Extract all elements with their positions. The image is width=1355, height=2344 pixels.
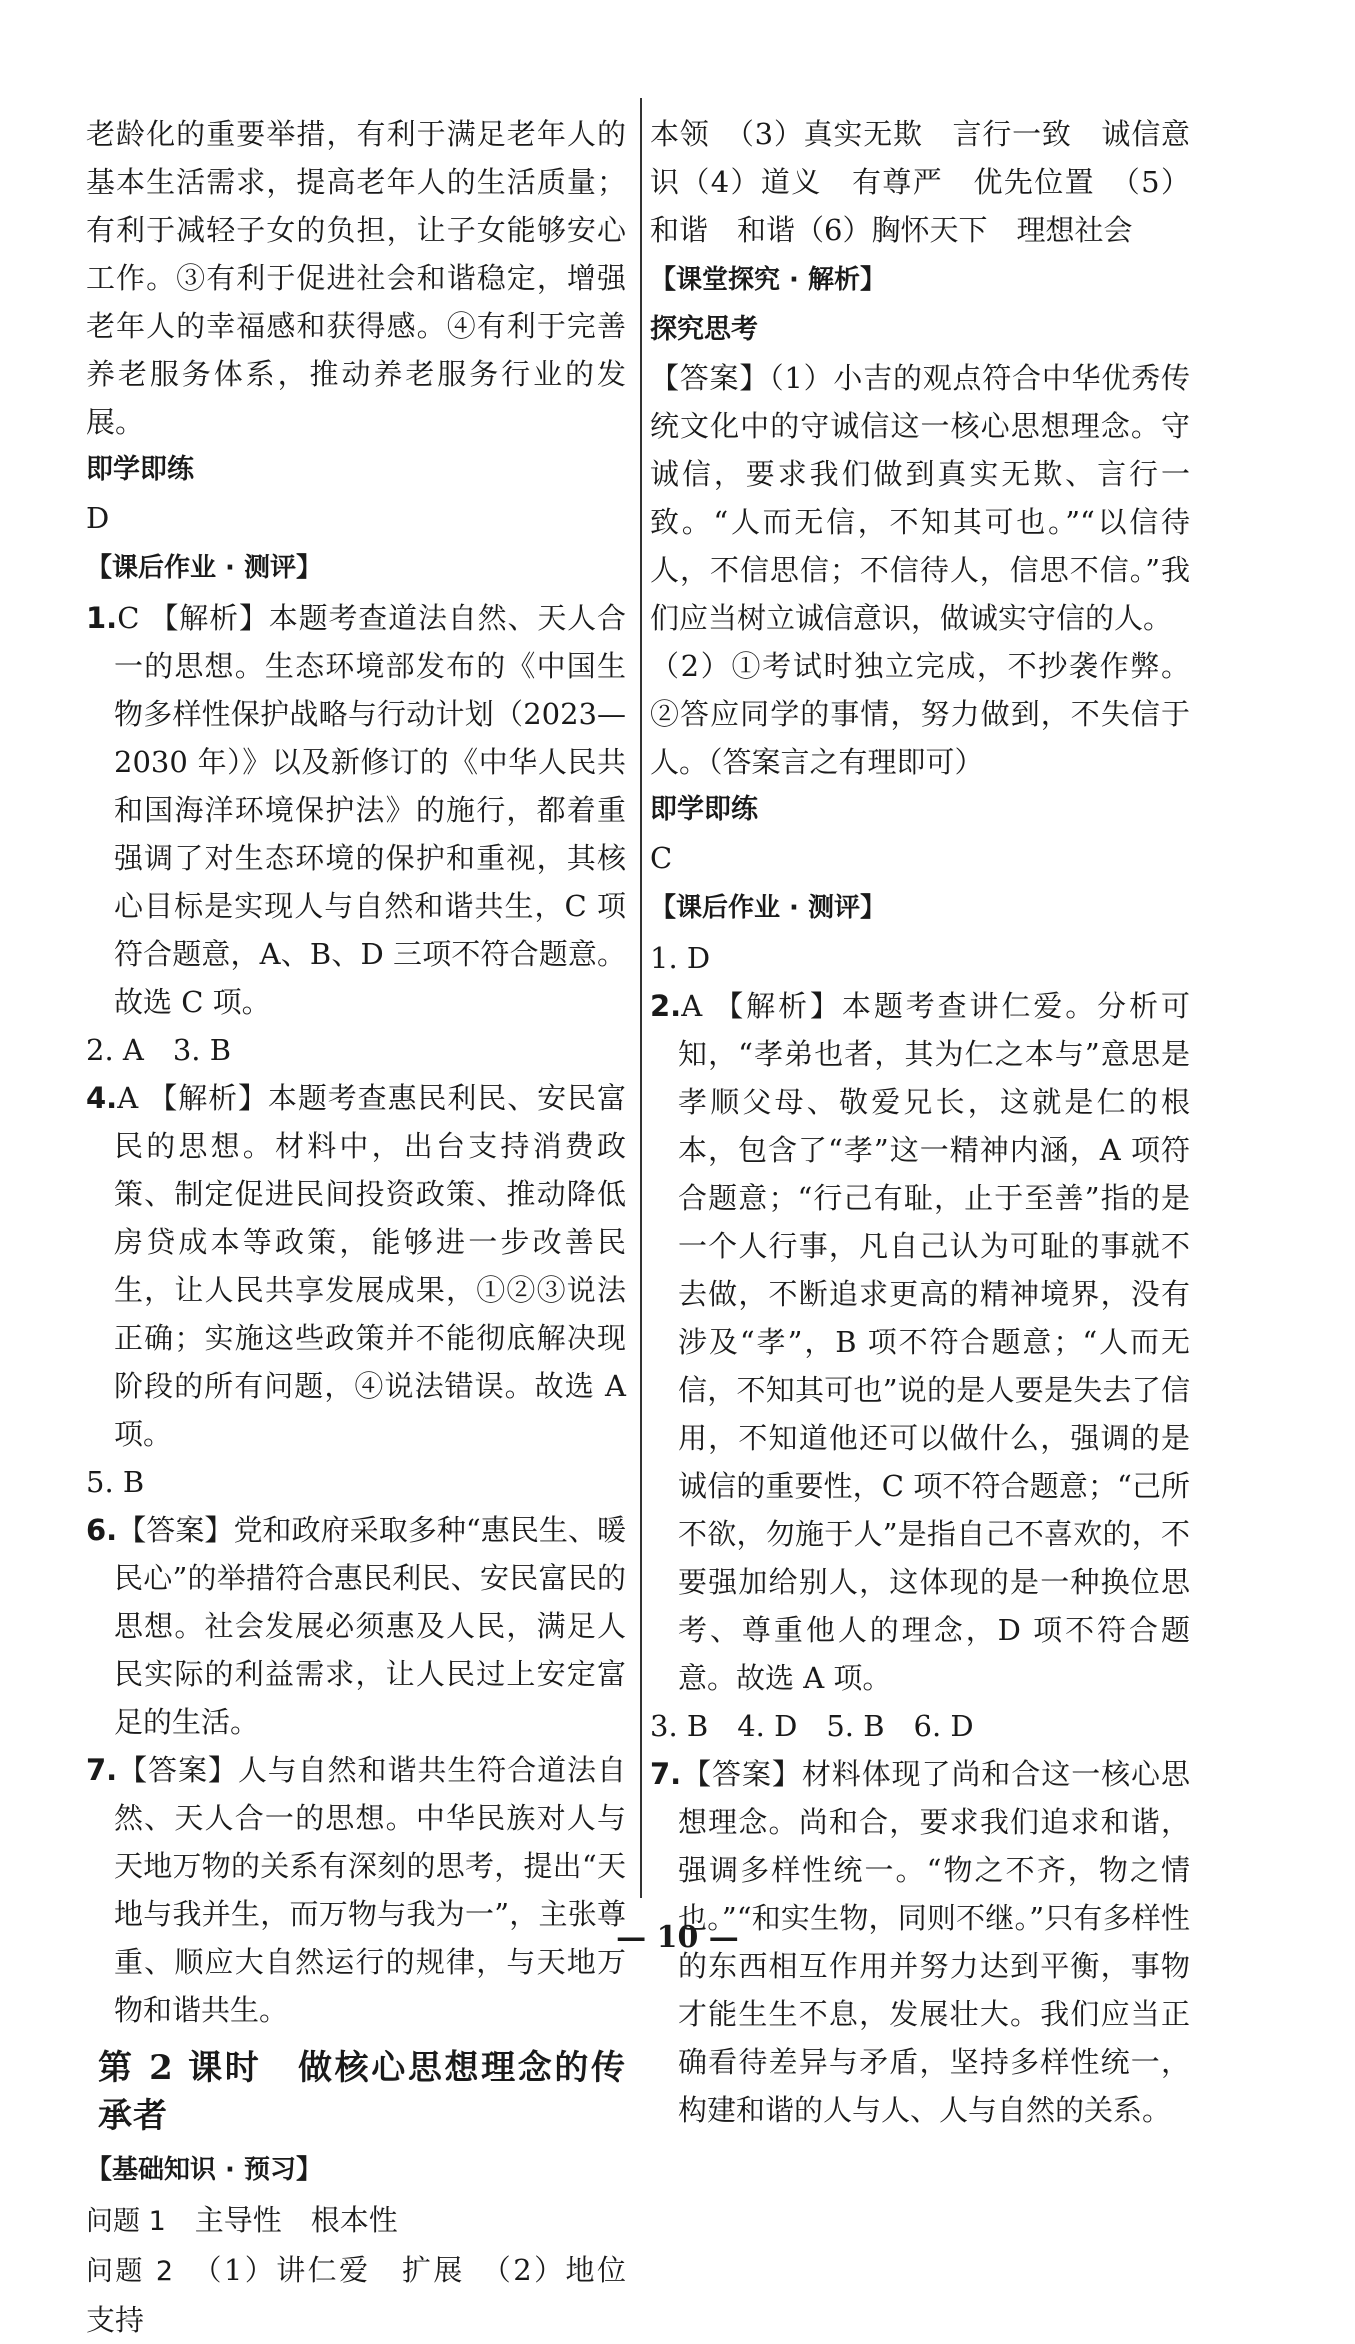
question-7	[86, 1746, 626, 2034]
question-number: 7.	[650, 1757, 682, 1791]
explore-heading: 【课堂探究 · 解析】	[650, 265, 886, 295]
page-number: — 10 —	[616, 1920, 739, 1955]
column-divider	[640, 98, 642, 1898]
question-text: A 【解析】本题考查讲仁爱。分析可知，“孝弟也者，其为仁之本与”意思是孝顺父母、敬爱兄长，这就是仁的根本，包含了“孝”这一精神内涵，A 项符合题意；“行己有耻，止于至善”指的是一个人行事，凡自己认为可耻的事就不去做，不断追求更高的精神境界，没有涉及“孝”，B 项不符合题意；“人而无信，不知其可也”说的是人要是失去了信用，不知道他还可以做什么，强调的是诚信的重要性，C 项不符合题意；“己所不欲，勿施于人”是指自己不喜欢的，不要强加给别人，这体现的是一种换位思考、尊重他人的理念，D 项不符合题意。故选 A 项。	[678, 989, 1190, 1695]
continued-answers: 本领 （3）真实无欺 言行一致 诚信意识（4）道义 有尊严 优先位置 （5）和谐 和谐（6）胸怀天下 理想社会	[650, 117, 1190, 247]
question-text: 【答案】人与自然和谐共生符合道法自然、天人合一的思想。中华民族对人与天地万物的关系有深刻的思考，提出“天地与我并生，而万物与我为一”，主张尊重、顺应大自然运行的规律，与天地万物和谐共生。	[114, 1753, 626, 2027]
homework-heading: 【课后作业 · 测评】	[86, 553, 322, 583]
questions-3-6: 3. B 4. D 5. B 6. D	[650, 1709, 974, 1743]
problem-2	[86, 2246, 656, 2344]
question-number: 6.	[86, 1513, 118, 1547]
problem-text: 主导性 根本性	[194, 2203, 398, 2237]
question-5: 5. B	[86, 1465, 145, 1499]
problem-1	[86, 2196, 626, 2246]
question-4	[86, 1074, 626, 1458]
homework-heading: 【课后作业 · 测评】	[650, 893, 886, 923]
basic-knowledge-heading: 【基础知识 · 预习】	[86, 2155, 322, 2185]
question-text: 【答案】材料体现了尚和合这一核心思想理念。尚和合，要求我们追求和谐，强调多样性统一。“物之不齐，物之情也。”“和实生物，同则不继。”只有多样性的东西相互作用并努力达到平衡，事物才能生生不息，发展壮大。我们应当正确看待差异与矛盾，坚持多样性统一，构建和谐的人与人、人与自然的关系。	[678, 1757, 1190, 2127]
question-text: A 【解析】本题考查惠民利民、安民富民的思想。材料中，出台支持消费政策、制定促进民间投资政策、推动降低房贷成本等政策，能够进一步改善民生，让人民共享发展成果，①②③说法正确；实施这些政策并不能彻底解决现阶段的所有问题，④说法错误。故选 A 项。	[114, 1081, 626, 1451]
intro-paragraph: 老龄化的重要举措，有利于满足老年人的基本生活需求，提高老年人的生活质量；有利于减轻子女的负担，让子女能够安心工作。③有利于促进社会和谐稳定，增强老年人的幸福感和获得感。④有利于完善养老服务体系，推动养老服务行业的发展。	[86, 117, 626, 439]
problem-label: 问题 1	[86, 2206, 166, 2237]
question-number: 2.	[650, 989, 682, 1023]
practice-heading: 即学即练	[650, 794, 758, 825]
right-column	[650, 110, 1190, 2134]
questions-2-3: 2. A 3. B	[86, 1033, 232, 1067]
problem-label: 问题 2	[86, 2256, 174, 2287]
explore-answer-1: 【答案】（1）小吉的观点符合中华优秀传统文化中的守诚信这一核心思想理念。守诚信，要求我们做到真实无欺、言行一致。“人而无信，不知其可也。”“以信待人，不信思信；不信待人，信思不信。”我们应当树立诚信意识，做诚实守信的人。	[650, 361, 1190, 635]
question-text: 【答案】党和政府采取多种“惠民生、暖民心”的举措符合惠民利民、安民富民的思想。社会发展必须惠及人民，满足人民实际的利益需求，让人民过上安定富足的生活。	[114, 1513, 626, 1739]
question-number: 1.	[86, 601, 118, 635]
question-number: 4.	[86, 1081, 118, 1115]
question-2	[650, 982, 1190, 1702]
explore-answer-2: （2）①考试时独立完成，不抄袭作弊。②答应同学的事情，努力做到，不失信于人。（答案言之有理即可）	[650, 649, 1190, 779]
problem-text: （1）讲仁爱 扩展 （2）地位 支持	[86, 2253, 656, 2337]
question-number: 7.	[86, 1753, 118, 1787]
practice-heading: 即学即练	[86, 454, 194, 485]
think-heading: 探究思考	[650, 314, 758, 345]
question-1	[86, 594, 626, 1026]
question-1: 1. D	[650, 941, 711, 975]
question-text: C 【解析】本题考查道法自然、天人合一的思想。生态环境部发布的《中国生物多样性保护战略与行动计划（2023—2030 年）》以及新修订的《中华人民共和国海洋环境保护法》的施行，都着重强调了对生态环境的保护和重视，其核心目标是实现人与自然和谐共生，C 项符合题意，A、B、D 三项不符合题意。故选 C 项。	[114, 601, 626, 1019]
question-6	[86, 1506, 626, 1746]
left-column	[86, 110, 656, 2344]
practice-answer: C	[650, 841, 673, 875]
practice-answer: D	[86, 501, 110, 535]
lesson-title: 第 2 课时 做核心思想理念的传承者	[98, 2048, 626, 2136]
